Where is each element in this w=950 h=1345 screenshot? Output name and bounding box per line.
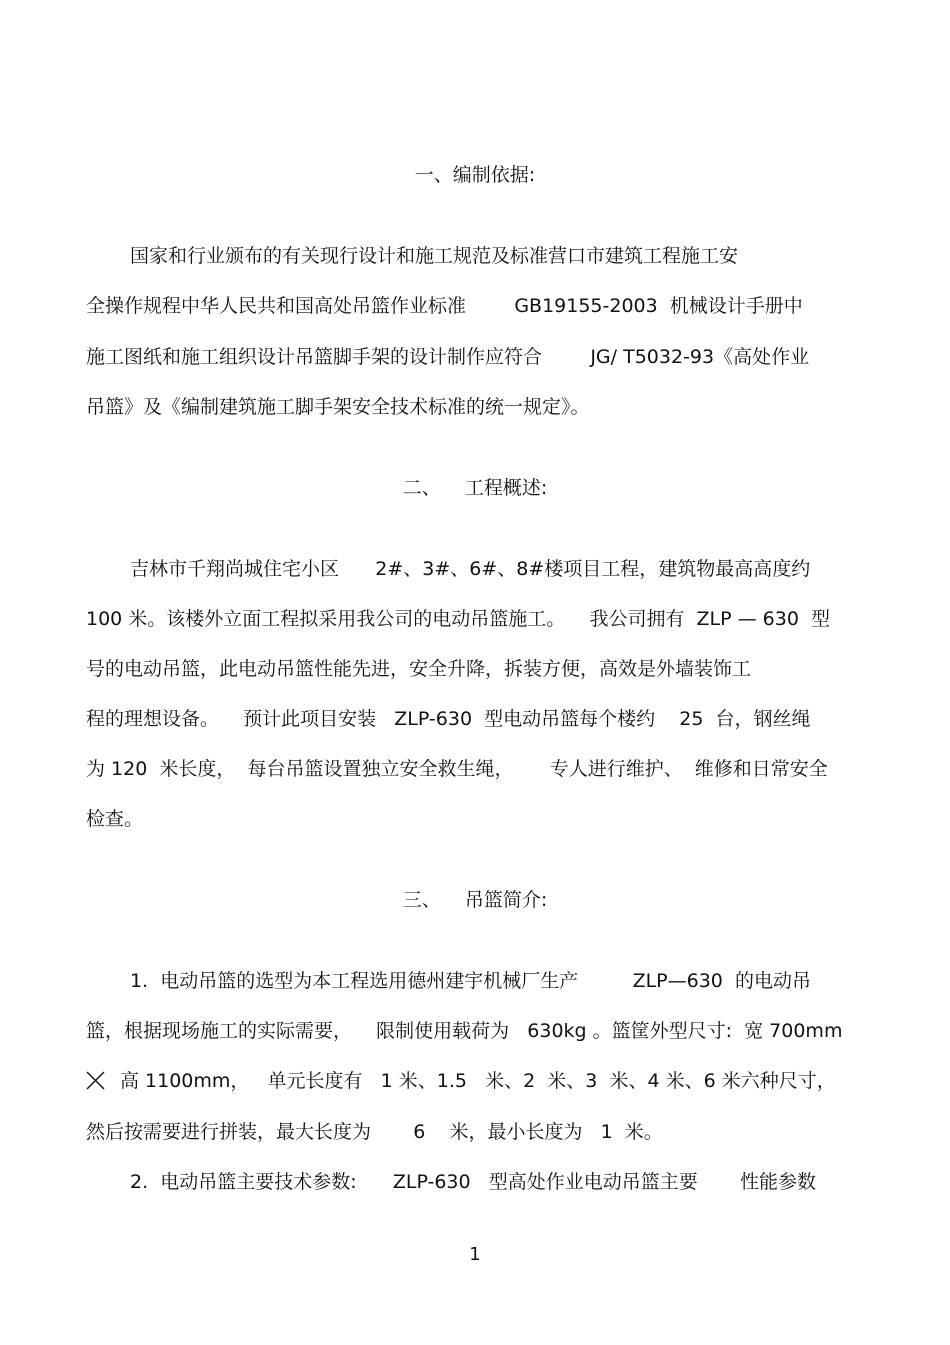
paragraph-line: 全操作规程中华人民共和国高处吊篮作业标准 GB19155-2003 机械设计手册中 [86, 295, 803, 317]
paragraph-line: 施工图纸和施工组织设计吊篮脚手架的设计制作应符合 JG/ T5032-93《高处作业 [86, 346, 810, 368]
paragraph-line: 程的理想设备。 预计此项目安装 ZLP-630 型电动吊篮每个楼约 25 台，钢丝绳 [86, 708, 811, 730]
paragraph-line: 国家和行业颁布的有关现行设计和施工规范及标准营口市建筑工程施工安 [130, 245, 739, 267]
section-heading-1: 一、编制依据: [414, 164, 536, 186]
section-heading-3: 三、 吊篮简介: [402, 889, 548, 911]
paragraph-line: 检查。 [86, 808, 144, 830]
section-heading-2: 二、 工程概述: [402, 477, 548, 499]
paragraph-line: 为 120 米长度， 每台吊篮设置独立安全救生绳， 专人进行维护、 维修和日常安全 [86, 758, 828, 780]
paragraph-line: 1. 电动吊篮的选型为本工程选用德州建宇机械厂生产 ZLP—630 的电动吊 [130, 970, 811, 992]
paragraph-line: 2. 电动吊篮主要技术参数: ZLP-630 型高处作业电动吊篮主要 性能参数 [130, 1171, 817, 1193]
paragraph-line: 然后按需要进行拼装，最大长度为 6 米，最小长度为 1 米。 [86, 1121, 663, 1143]
page-number: 1 [469, 1244, 481, 1265]
paragraph-line: 100 米。该楼外立面工程拟采用我公司的电动吊篮施工。 我公司拥有 ZLP — 630 型 [86, 608, 831, 630]
paragraph-line: 号的电动吊篮，此电动吊篮性能先进，安全升降，拆装方便，高效是外墙装饰工 [86, 658, 752, 680]
paragraph-line: 篮，根据现场施工的实际需要， 限制使用载荷为 630kg 。篮筐外型尺寸: 宽 700mm [86, 1020, 843, 1042]
paragraph-line: 吉林市千翔尚城住宅小区 2#、3#、6#、8#楼项目工程，建筑物最高高度约 [130, 558, 811, 580]
multiply-cross-icon [86, 1071, 105, 1090]
paragraph-line: 高 1100mm， 单元长度有 1 米、1.5 米、2 米、3 米、4 米、6 米六种尺寸， [120, 1070, 836, 1092]
paragraph-line: 吊篮》及《编制建筑施工脚手架安全技术标准的统一规定》。 [86, 396, 590, 418]
